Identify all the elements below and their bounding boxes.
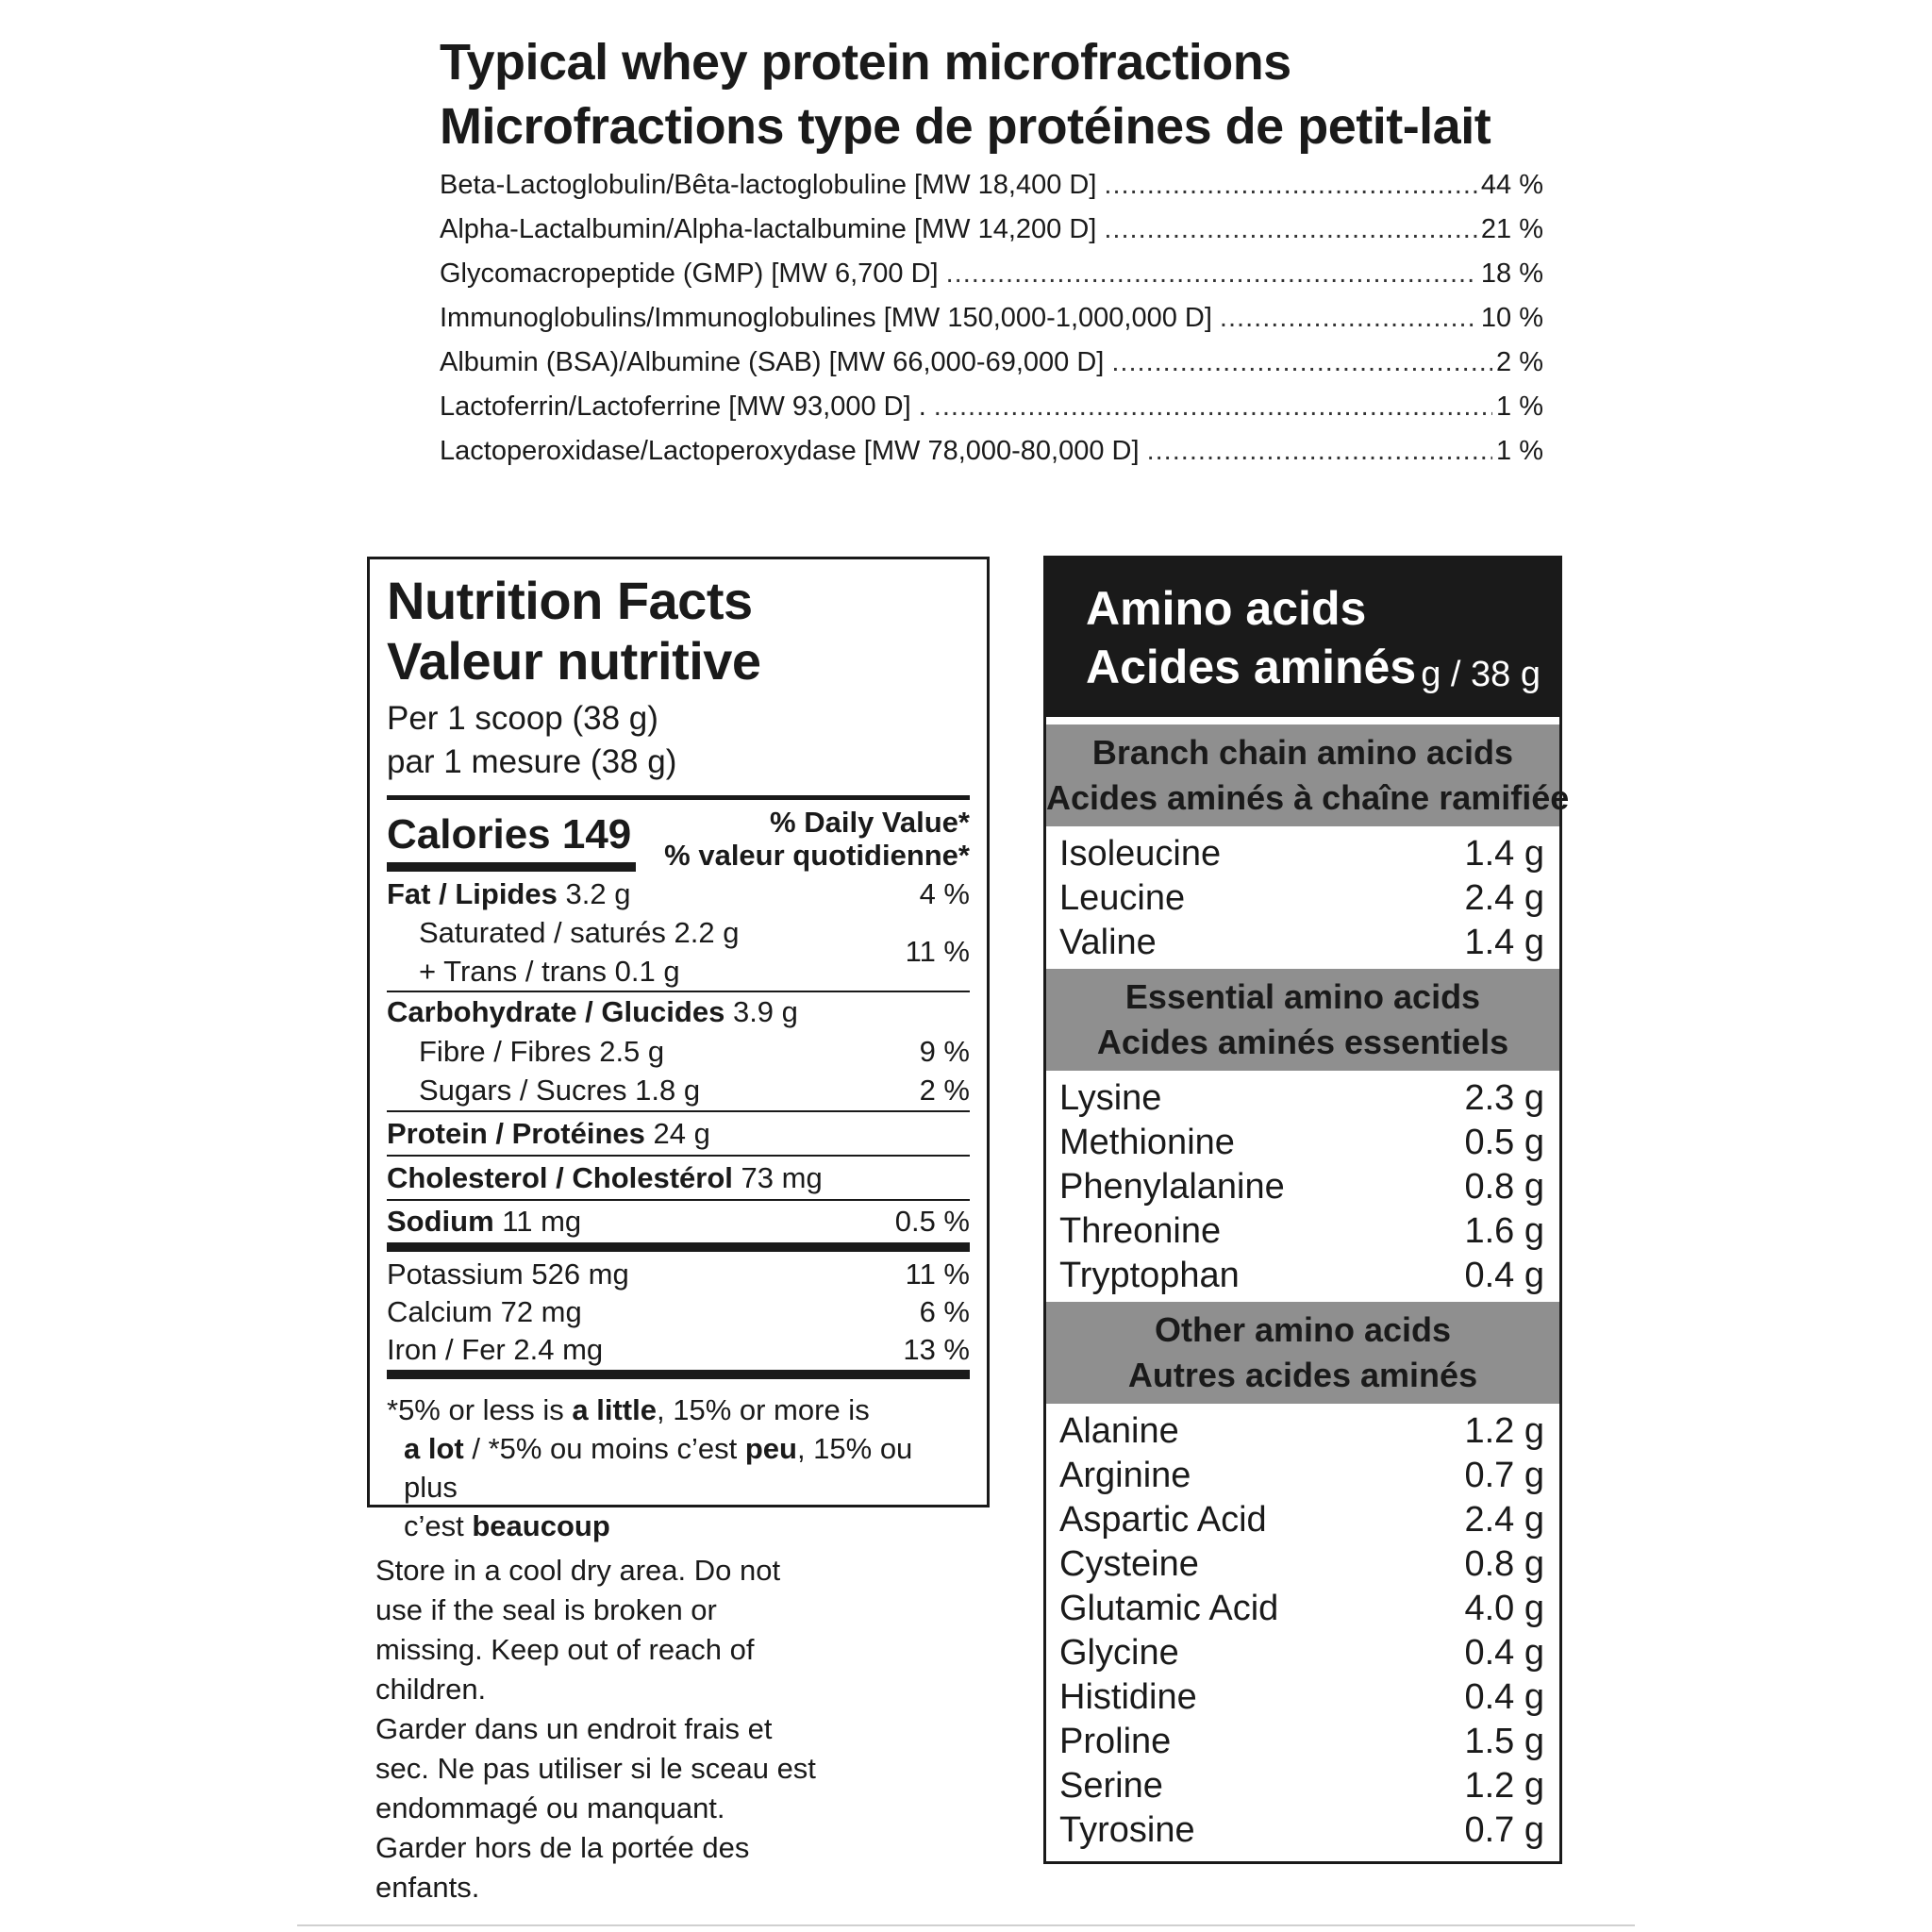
amino-name: Phenylalanine [1059, 1167, 1285, 1207]
amino-value: 1.5 g [1464, 1722, 1544, 1761]
microfraction-label: Alpha-Lactalbumin/Alpha-lactalbumine [MW 14,200 D] [440, 214, 1097, 244]
cholesterol-label: Cholesterol / Cholestérol 73 mg [387, 1161, 823, 1194]
calories-row [387, 800, 970, 875]
fat-label: Fat / Lipides 3.2 g [387, 877, 631, 910]
amino-row [1059, 1720, 1544, 1764]
nutrition-title-fr: Valeur nutritive [387, 631, 761, 691]
section-title-en: Essential amino acids [1124, 977, 1481, 1016]
sugars-row [387, 1071, 970, 1110]
protein-label: Protein / Protéines 24 g [387, 1117, 710, 1150]
microfraction-label: Beta-Lactoglobulin/Bêta-lactoglobuline [MW 18,400 D] [440, 170, 1097, 200]
microfractions-title-en: Typical whey protein microfractions [440, 34, 1291, 91]
microfraction-label: Lactoperoxidase/Lactoperoxydase [MW 78,000-80,000 D] [440, 436, 1140, 466]
microfraction-row [440, 391, 1543, 436]
amino-row [1059, 1165, 1544, 1209]
microfraction-row [440, 170, 1543, 214]
storage-instructions [375, 1551, 819, 1907]
amino-acids-panel [1043, 556, 1570, 1864]
potassium-row [387, 1252, 970, 1291]
amino-value: 1.2 g [1464, 1411, 1544, 1451]
microfraction-label: Glycomacropeptide (GMP) [MW 6,700 D] [440, 258, 939, 289]
microfraction-value: 2 % [1496, 347, 1543, 377]
fat-row [387, 875, 970, 913]
iron-dv: 13 % [903, 1333, 970, 1366]
iron-label: Iron / Fer 2.4 mg [387, 1333, 604, 1366]
dot-leader [1111, 347, 1492, 378]
microfraction-row [440, 436, 1543, 480]
fibre-dv: 9 % [919, 1035, 970, 1068]
fibre-label: Fibre / Fibres 2.5 g [419, 1035, 665, 1068]
microfraction-label: Albumin (BSA)/Albumine (SAB) [MW 66,000-69,000 D] [440, 347, 1105, 377]
header-gap [1046, 717, 1559, 724]
microfraction-label: Immunoglobulins/Immunoglobulines [MW 150,000-1,000,000 D] [440, 303, 1212, 333]
amino-row [1059, 1454, 1544, 1498]
amino-section-header-essential [1046, 969, 1559, 1071]
section-title-en: Other amino acids [1154, 1310, 1452, 1349]
storage-line: use if the seal is broken or [375, 1593, 717, 1626]
daily-value-header [664, 800, 970, 872]
iron-row [387, 1330, 970, 1370]
section-divider [387, 1370, 970, 1379]
amino-value: 0.8 g [1464, 1544, 1544, 1584]
amino-name: Cysteine [1059, 1544, 1199, 1584]
calories-underline [387, 862, 636, 872]
fat-dv: 4 % [919, 877, 970, 910]
calcium-row [387, 1291, 970, 1330]
amino-value: 1.4 g [1464, 834, 1544, 874]
amino-value: 0.7 g [1464, 1456, 1544, 1495]
amino-name: Glutamic Acid [1059, 1589, 1279, 1628]
storage-line: Garder hors de la portée des [375, 1831, 750, 1864]
amino-name: Histidine [1059, 1677, 1197, 1717]
storage-line: Store in a cool dry area. Do not [375, 1554, 781, 1587]
amino-row [1059, 1542, 1544, 1587]
microfraction-value: 44 % [1480, 170, 1543, 200]
amino-value: 2.3 g [1464, 1078, 1544, 1118]
amino-value: 2.4 g [1464, 878, 1544, 918]
sugars-dv: 2 % [919, 1074, 970, 1107]
amino-name: Valine [1059, 923, 1157, 962]
storage-line: Garder dans un endroit frais et [375, 1712, 773, 1745]
amino-unit: g / 38 g [1421, 655, 1541, 694]
amino-list-bcaa [1046, 826, 1559, 969]
amino-section-header-bcaa [1046, 724, 1570, 826]
calcium-dv: 6 % [919, 1295, 970, 1328]
amino-title-fr: Acides aminés [1086, 641, 1417, 693]
amino-row [1059, 1076, 1544, 1121]
fibre-row [387, 1032, 970, 1071]
amino-value: 0.4 g [1464, 1633, 1544, 1673]
microfraction-value: 1 % [1496, 436, 1543, 466]
section-title-fr: Autres acides aminés [1127, 1356, 1478, 1394]
amino-value: 1.6 g [1464, 1211, 1544, 1251]
microfraction-value: 21 % [1480, 214, 1543, 244]
amino-name: Arginine [1059, 1456, 1191, 1495]
microfractions-list [440, 170, 1543, 480]
carbohydrate-row [387, 992, 970, 1032]
microfraction-value: 1 % [1496, 391, 1543, 422]
trans-label: + Trans / trans 0.1 g [419, 955, 680, 988]
nutrition-facts-panel [367, 557, 990, 1542]
microfraction-value: 10 % [1480, 303, 1543, 333]
amino-value: 0.5 g [1464, 1123, 1544, 1162]
amino-name: Serine [1059, 1766, 1163, 1806]
protein-row [387, 1112, 970, 1155]
storage-line: sec. Ne pas utiliser si le sceau est [375, 1752, 816, 1785]
saturated-label: Saturated / saturés 2.2 g [419, 916, 740, 949]
amino-name: Tryptophan [1059, 1256, 1240, 1295]
amino-name: Lysine [1059, 1078, 1162, 1118]
amino-acids-header [1046, 558, 1559, 717]
dot-leader [1104, 170, 1476, 201]
storage-line: children. [375, 1673, 487, 1706]
microfractions-section [440, 30, 1543, 480]
amino-value: 0.4 g [1464, 1677, 1544, 1717]
sugars-label: Sugars / Sucres 1.8 g [419, 1074, 701, 1107]
microfraction-label: Lactoferrin/Lactoferrine [MW 93,000 D] . [440, 391, 926, 422]
amino-value: 2.4 g [1464, 1500, 1544, 1540]
amino-row [1059, 1675, 1544, 1720]
amino-row [1059, 1121, 1544, 1165]
storage-line: missing. Keep out of reach of [375, 1633, 755, 1666]
nutrition-title-en: Nutrition Facts [387, 571, 753, 630]
dot-leader [1220, 303, 1477, 334]
amino-title-en: Amino acids [1086, 582, 1367, 635]
section-title-en: Branch chain amino acids [1091, 733, 1514, 772]
amino-name: Glycine [1059, 1633, 1179, 1673]
amino-value: 4.0 g [1464, 1589, 1544, 1628]
dot-leader [1104, 214, 1477, 245]
amino-value: 0.8 g [1464, 1167, 1544, 1207]
daily-value-header-fr: % valeur quotidienne* [664, 839, 970, 872]
amino-name: Alanine [1059, 1411, 1179, 1451]
sodium-row [387, 1201, 970, 1242]
amino-value: 0.7 g [1464, 1810, 1544, 1850]
microfraction-value: 18 % [1480, 258, 1543, 289]
sat-trans-row [387, 913, 970, 991]
amino-row [1059, 876, 1544, 921]
storage-line: endommagé ou manquant. [375, 1791, 725, 1824]
daily-value-header-en: % Daily Value* [770, 806, 970, 839]
amino-name: Tyrosine [1059, 1810, 1195, 1850]
amino-section-header-other [1046, 1302, 1559, 1404]
serving-size-fr: par 1 mesure (38 g) [387, 743, 677, 780]
dot-leader [1147, 436, 1492, 467]
amino-name: Methionine [1059, 1123, 1235, 1162]
amino-value: 1.2 g [1464, 1766, 1544, 1806]
microfraction-row [440, 214, 1543, 258]
amino-name: Aspartic Acid [1059, 1500, 1267, 1540]
amino-row [1059, 1587, 1544, 1631]
sat-trans-labels [419, 913, 740, 991]
sodium-label: Sodium 11 mg [387, 1205, 582, 1238]
section-title-fr: Acides aminés essentiels [1096, 1023, 1509, 1061]
amino-row [1059, 921, 1544, 965]
potassium-dv: 11 % [905, 1257, 970, 1291]
sodium-dv: 0.5 % [894, 1205, 970, 1238]
amino-row [1059, 832, 1544, 876]
amino-value: 0.4 g [1464, 1256, 1544, 1295]
amino-row [1059, 1409, 1544, 1454]
microfraction-row [440, 258, 1543, 303]
amino-name: Threonine [1059, 1211, 1222, 1251]
potassium-label: Potassium 526 mg [387, 1257, 629, 1291]
amino-row [1059, 1808, 1544, 1853]
amino-row [1059, 1498, 1544, 1542]
sat-trans-dv: 11 % [905, 935, 970, 968]
serving-size-en: Per 1 scoop (38 g) [387, 700, 658, 737]
daily-value-footnote: *5% or less is a little, 15% or more is a lot / *5% ou moins c’est peu, 15% ou plus c’est beaucoup [387, 1393, 913, 1542]
microfractions-title-fr: Microfractions type de protéines de petit-lait [440, 98, 1491, 155]
amino-list-essential [1046, 1071, 1559, 1302]
microfraction-row [440, 347, 1543, 391]
amino-name: Isoleucine [1059, 834, 1222, 874]
section-title-fr: Acides aminés à chaîne ramifiée [1046, 778, 1570, 817]
amino-row [1059, 1631, 1544, 1675]
calcium-label: Calcium 72 mg [387, 1295, 582, 1328]
amino-value: 1.4 g [1464, 923, 1544, 962]
amino-name: Leucine [1059, 878, 1186, 918]
dot-leader [946, 258, 1477, 290]
cholesterol-row [387, 1157, 970, 1199]
microfraction-row [440, 303, 1543, 347]
amino-row [1059, 1209, 1544, 1254]
carbohydrate-label: Carbohydrate / Glucides 3.9 g [387, 995, 798, 1028]
calories-label: Calories 149 [387, 811, 632, 858]
amino-row [1059, 1254, 1544, 1298]
section-divider [387, 1242, 970, 1252]
dot-leader [934, 391, 1492, 423]
amino-name: Proline [1059, 1722, 1172, 1761]
bottom-rule [297, 1924, 1635, 1926]
storage-line: enfants. [375, 1871, 480, 1904]
amino-list-other [1046, 1404, 1559, 1857]
amino-row [1059, 1764, 1544, 1808]
